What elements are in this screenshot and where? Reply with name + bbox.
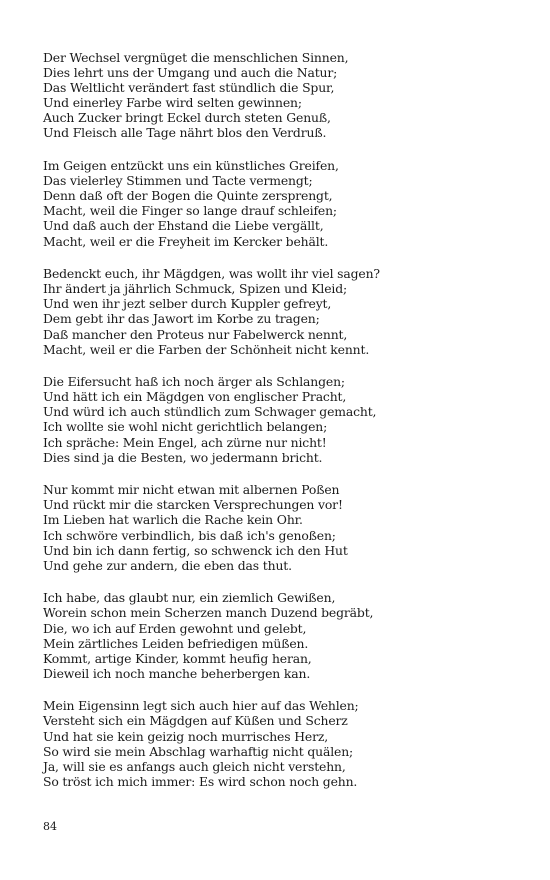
verse-line: Dem gebt ihr das Jawort im Korbe zu tragen; — [43, 311, 320, 327]
verse-line: Das vielerley Stimmen und Tacte vermengt; — [43, 173, 313, 189]
stanza-1 — [43, 50, 523, 141]
verse-line: Und wen ihr jezt selber durch Kuppler gefreyt, — [43, 296, 332, 312]
verse-line: Mein zärtliches Leiden befriedigen müßen. — [43, 635, 309, 651]
verse-line: Das Weltlicht verändert fast stündlich die Spur, — [43, 80, 335, 96]
verse-line: Worein schon mein Scherzen manch Duzend begräbt, — [43, 605, 374, 621]
verse-line: Macht, weil die Finger so lange drauf schleifen; — [43, 203, 337, 219]
verse-line: Und gehe zur andern, die eben das thut. — [43, 557, 292, 573]
verse-line: Ihr ändert ja jährlich Schmuck, Spizen und Kleid; — [43, 281, 348, 297]
verse-line: Und daß auch der Ehstand die Liebe vergällt, — [43, 218, 324, 234]
verse-line: So wird sie mein Abschlag warhaftig nicht quälen; — [43, 743, 354, 759]
verse-line: Auch Zucker bringt Eckel durch steten Genuß, — [43, 110, 331, 126]
verse-line: Ich spräche: Mein Engel, ach zürne nur nicht! — [43, 434, 327, 450]
stanza-3 — [43, 266, 523, 357]
verse-line: Und hat sie kein geizig noch murrisches Herz, — [43, 728, 329, 744]
verse-line: Bedenckt euch, ihr Mägdgen, was wollt ihr viel sagen? — [43, 266, 380, 282]
verse-line: Daß mancher den Proteus nur Fabelwerck nennt, — [43, 326, 348, 342]
verse-line: Der Wechsel vergnüget die menschlichen Sinnen, — [43, 50, 349, 65]
verse-line: Ich schwöre verbindlich, bis daß ich's genoßen; — [43, 527, 336, 543]
verse-line: Ich habe, das glaubt nur, ein ziemlich Gewißen, — [43, 590, 336, 606]
verse-line: Und Fleisch alle Tage nährt blos den Verdruß. — [43, 125, 327, 141]
verse-line: Versteht sich ein Mägdgen auf Küßen und Scherz — [43, 713, 348, 729]
stanza-6 — [43, 590, 523, 681]
verse-line: Im Lieben hat warlich die Rache kein Ohr. — [43, 512, 303, 528]
verse-line: Kommt, artige Kinder, kommt heufig heran, — [43, 650, 312, 666]
verse-line: So tröst ich mich immer: Es wird schon noch gehn. — [43, 773, 358, 789]
verse-line: Mein Eigensinn legt sich auch hier auf das Wehlen; — [43, 698, 359, 714]
verse-line: Und bin ich dann fertig, so schwenck ich den Hut — [43, 542, 348, 558]
verse-line: Die, wo ich auf Erden gewohnt und gelebt, — [43, 620, 307, 636]
verse-line: Und einerley Farbe wird selten gewinnen; — [43, 95, 302, 111]
verse-line: Im Geigen entzückt uns ein künstliches Greifen, — [43, 158, 339, 174]
verse-line: Dies sind ja die Besten, wo jedermann bricht. — [43, 449, 323, 465]
verse-line: Dieweil ich noch manche beherbergen kan. — [43, 665, 311, 681]
poem-body — [43, 50, 523, 806]
verse-line: Macht, weil er die Farben der Schönheit nicht kennt. — [43, 341, 370, 357]
verse-line: Die Eifersucht haß ich noch ärger als Schlangen; — [43, 374, 345, 390]
stanza-4 — [43, 374, 523, 465]
verse-line: Dies lehrt uns der Umgang und auch die Natur; — [43, 65, 338, 81]
verse-line: Und rückt mir die starcken Versprechungen vor! — [43, 497, 343, 513]
stanza-7 — [43, 698, 523, 789]
verse-line: Denn daß oft der Bogen die Quinte zersprengt, — [43, 188, 333, 204]
verse-line: Ja, will sie es anfangs auch gleich nicht verstehn, — [43, 758, 346, 774]
verse-line: Macht, weil er die Freyheit im Kercker behält. — [43, 233, 329, 249]
verse-line: Und hätt ich ein Mägdgen von englischer Pracht, — [43, 389, 347, 405]
verse-line: Nur kommt mir nicht etwan mit albernen Poßen — [43, 482, 340, 498]
page-number: 84 — [43, 820, 57, 833]
stanza-5 — [43, 482, 523, 573]
stanza-2 — [43, 158, 523, 249]
verse-line: Und würd ich auch stündlich zum Schwager gemacht, — [43, 404, 377, 420]
verse-line: Ich wollte sie wohl nicht gerichtlich belangen; — [43, 419, 328, 435]
